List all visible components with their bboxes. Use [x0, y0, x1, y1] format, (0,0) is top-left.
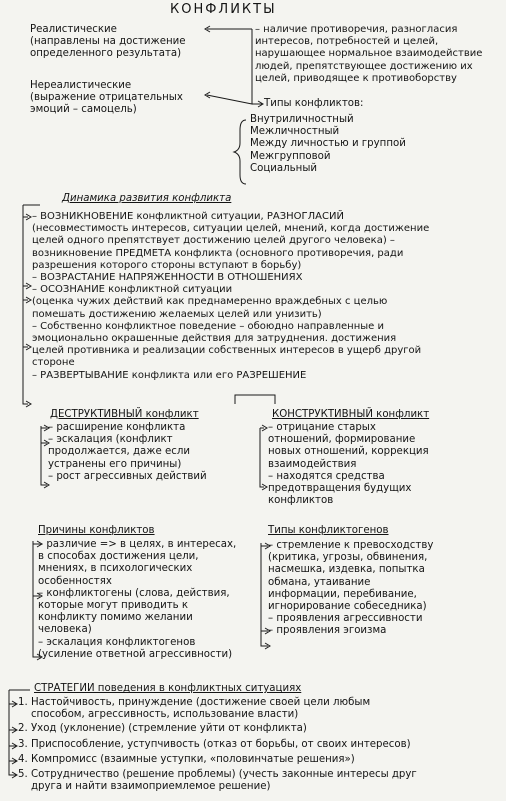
destructive-heading: ДЕСТРУКТИВНЫЙ конфликт	[50, 409, 199, 420]
destructive-text: – расширение конфликта – эскалация (конфликт продолжается, даже если устранены его причины) – рост агрессивных действий	[48, 422, 207, 482]
dynamics-text: – ВОЗНИКНОВЕНИЕ конфликтной ситуации, РАЗНОГЛАСИЙ (несовместимость интересов, ситуации целей, мнений, когда достижение целей одного препятствует достижению целей другого человека) – возникновение ПРЕДМЕТА конфликта (основного противоречия, ради разрешения которого стороны вступают в борьбу) – ВОЗРАСТАНИЕ НАПРЯЖЕННОСТИ В ОТНОШЕНИЯХ – ОСОЗНАНИЕ конфликтной ситуации (оценка чужих действий как преднамеренно враждебных с целью помешать достижению желаемых целей или унизить) – Собственно конфликтное поведение – обоюдно направленные и эмоционально окрашенные действия для затруднения. достижения целей противника и реализации собственных интересов в ущерб другой стороне – РАЗВЕРТЫВАНИЕ конфликта или его РАЗРЕШЕНИЕ	[32, 211, 430, 381]
constructive-text: – отрицание старых отношений, формирование новых отношений, коррекция взаимодействия – находятся средства предотвращения будущих конфликтов	[268, 422, 429, 507]
causes-text: – различие => в целях, в интересах, в способах достижения цели, мнениях, в психологических особенностях – конфликтогены (слова, действия, которые могут приводить к конфликту помимо желании человека) – эскалация конфликтогенов (усиление ответной агрессивности)	[38, 539, 237, 660]
conflict-type-item: Между личностью и группой	[250, 138, 406, 150]
conflictogens-heading: Типы конфликтогенов	[268, 525, 389, 536]
causes-heading: Причины конфликтов	[38, 525, 155, 536]
unrealistic-type: Нереалистические (выражение отрицательных эмоций – самоцель)	[30, 80, 183, 116]
page-title: КОНФЛИКТЫ	[170, 2, 277, 17]
strategy-item: 3. Приспособление, уступчивость (отказ от борьбы, от своих интересов)	[18, 738, 411, 750]
realistic-type: Реалистические (направлены на достижение определенного результата)	[30, 24, 186, 60]
conflict-type-item: Внутриличностный	[250, 114, 354, 125]
conflict-types-list	[250, 114, 406, 175]
conflict-type-item: Межличностный	[250, 126, 340, 138]
conflict-types-heading: Типы конфликтов:	[264, 98, 364, 109]
conflictogens-text: – стремление к превосходству (критика, угрозы, обвинения, насмешка, издевка, попытка обмана, утаивание информации, перебивание, игнорирование собеседника) – проявления агрессивности – проявления эгоизма	[268, 540, 434, 637]
conflict-definition: – наличие противоречия, разногласия интересов, потребностей и целей, нарушающее нормальное взаимодействие людей, препятствующее достижению их целей, приводящее к противоборству	[255, 24, 483, 84]
strategies-list	[18, 697, 417, 793]
strategy-item: 4. Компромисс (взаимные уступки, «половинчатые решения»)	[18, 753, 355, 765]
strategy-item: 5. Сотрудничество (решение проблемы) (учесть законные интересы друг друга и найти взаимоприемлемое решение)	[18, 769, 417, 793]
strategy-item: 1. Настойчивость, принуждение (достижение своей цели любым способом, агрессивность, использование власти)	[18, 697, 371, 721]
conflict-type-item: Межгрупповой	[250, 150, 331, 162]
strategy-item: 2. Уход (уклонение) (стремление уйти от конфликта)	[18, 723, 307, 735]
conflict-type-item: Социальный	[250, 162, 317, 174]
constructive-heading: КОНСТРУКТИВНЫЙ конфликт	[272, 409, 430, 420]
dynamics-heading: Динамика развития конфликта	[62, 193, 232, 204]
strategies-heading: СТРАТЕГИИ поведения в конфликтных ситуациях	[34, 683, 302, 694]
